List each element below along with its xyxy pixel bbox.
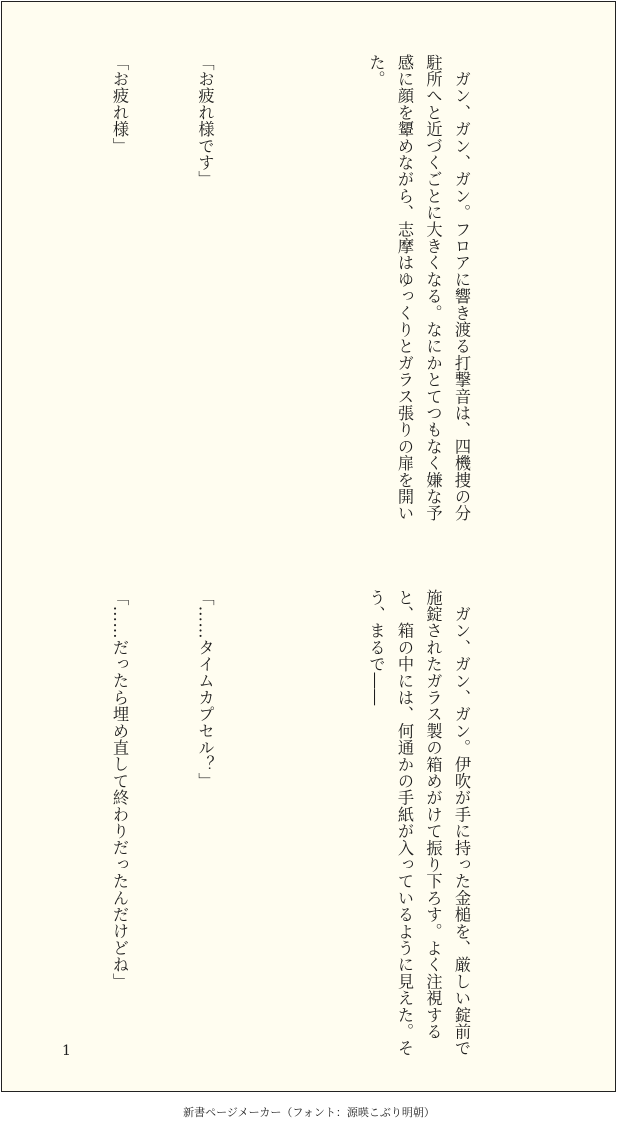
footer-credit: 新書ページメーカー（フォント：源暎こぶり明朝） xyxy=(183,1106,435,1119)
dialogue-line: 「お疲れ様です」 xyxy=(195,54,215,188)
lower-text-block xyxy=(0,589,532,1069)
dialogue-line: 「……タイムカプセル？」 xyxy=(195,589,215,790)
page-number: 1 xyxy=(62,1043,71,1059)
blank-line xyxy=(19,54,48,524)
dialogue-line: 「お疲れ様」 xyxy=(110,54,129,155)
blank-line xyxy=(19,589,48,1069)
paragraph: ガン、ガン、ガン。フロアに響き渡る打撃音は、四機捜の分駐所へと近づくごとに大きくなる。なにかとてつもなく嫌な予感に顔を顰めながら、志摩はゆっくりとガラス張りの扉を開いた。 xyxy=(366,54,471,522)
dialogue-line: 「……だったら埋め直して終わりだったんだけどね」 xyxy=(110,589,129,990)
blank-line xyxy=(276,589,305,1069)
paragraph: ガン、ガン、ガン。伊吹が手に持った金槌を、厳しい錠前で施錠されたガラス製の箱めがけて振り下ろす。よく注視すると、箱の中には、何通かの手紙が入っているように見えた。そう、まるで―― xyxy=(366,589,471,1057)
upper-text-block xyxy=(0,54,532,524)
blank-line xyxy=(276,54,305,524)
book-page xyxy=(1,1,616,1092)
